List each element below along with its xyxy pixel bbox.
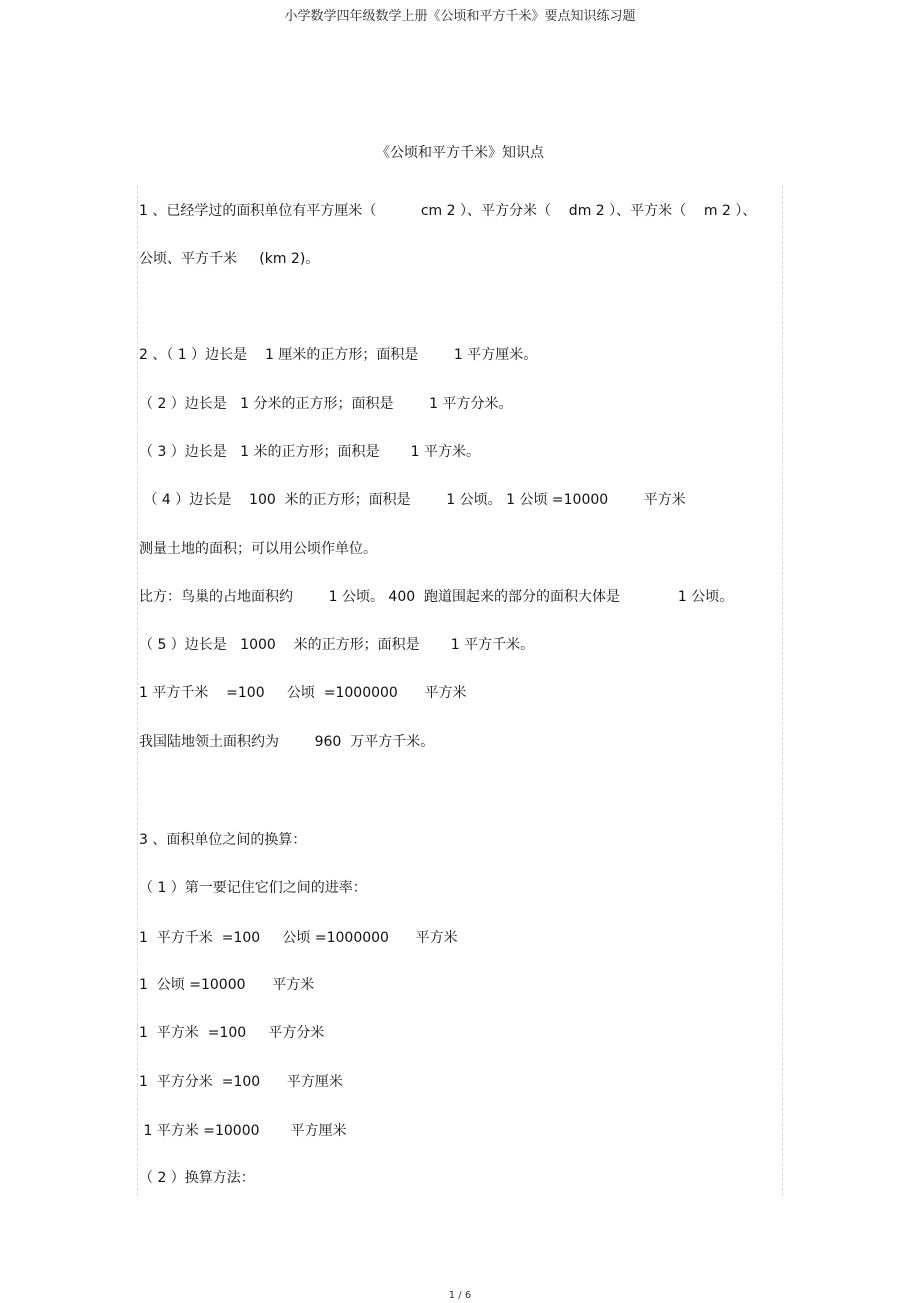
page-number: 1 / 6 — [448, 1290, 472, 1301]
document-header: 小学数学四年级数学上册《公顷和平方千米》要点知识练习题 — [284, 9, 636, 24]
text-line: 1 平方千米 =100 公顷 =1000000 平方米 — [139, 930, 458, 946]
text-line: 测量土地的面积；可以用公顷作单位。 — [139, 541, 377, 557]
text-line: （ 4 ）边长是 100 米的正方形；面积是 1 公顷。 1 公顷 =10000 平方米 — [139, 492, 686, 508]
page-title: 《公顷和平方千米》知识点 — [376, 145, 544, 161]
text-line: （ 1 ）第一要记住它们之间的进率： — [139, 880, 367, 896]
text-line: （ 3 ）边长是 1 米的正方形；面积是 1 平方米。 — [139, 444, 481, 460]
text-line: 1 平方米 =10000 平方厘米 — [139, 1123, 347, 1139]
text-line: 1 平方千米 =100 公顷 =1000000 平方米 — [139, 685, 467, 701]
text-line: 公顷、平方千米 (km 2)。 — [139, 251, 320, 267]
text-line: 比方：鸟巢的占地面积约 1 公顷。 400 跑道围起来的部分的面积大体是 1 公顷。 — [139, 589, 734, 605]
text-line: 1 平方分米 =100 平方厘米 — [139, 1074, 343, 1090]
text-line: （ 5 ）边长是 1000 米的正方形；面积是 1 平方千米。 — [139, 637, 535, 653]
text-line: 我国陆地领土面积约为 960 万平方千米。 — [139, 734, 435, 750]
text-line: 1 公顷 =10000 平方米 — [139, 977, 315, 993]
text-line: 3 、面积单位之间的换算： — [139, 832, 307, 848]
text-line: （ 2 ）换算方法： — [139, 1170, 255, 1186]
text-line: 1 平方米 =100 平方分米 — [139, 1025, 325, 1041]
text-line: 2 、（ 1 ）边长是 1 厘米的正方形；面积是 1 平方厘米。 — [139, 347, 538, 363]
text-line: 1 、已经学过的面积单位有平方厘米（ cm 2 ）、平方分米（ dm 2 ）、平方米（ m 2 ）、 — [139, 203, 757, 219]
text-line: （ 2 ）边长是 1 分米的正方形；面积是 1 平方分米。 — [139, 396, 513, 412]
